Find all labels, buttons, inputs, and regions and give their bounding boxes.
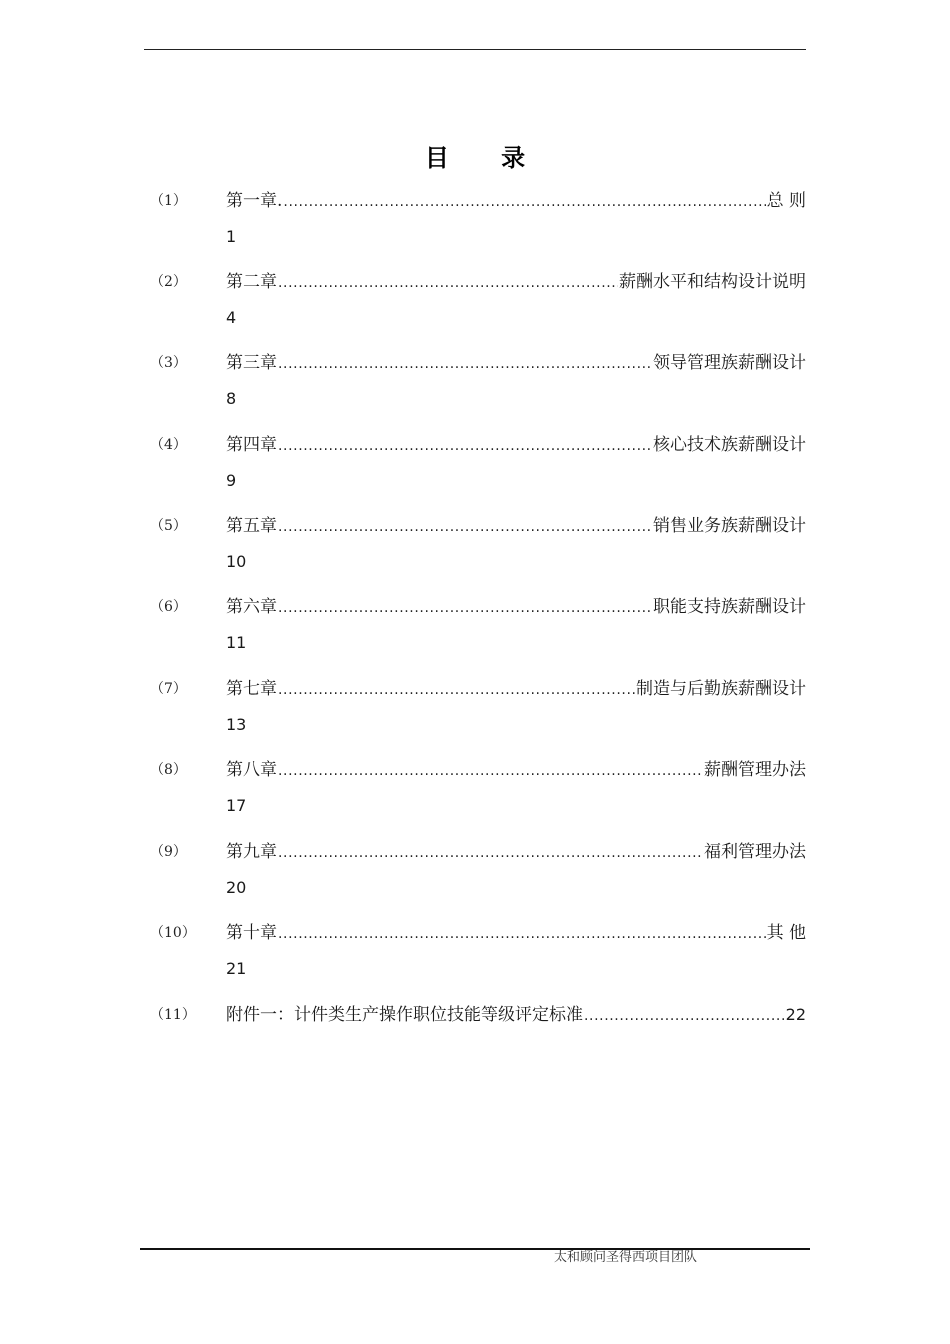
toc-entry-page: 10 (226, 552, 247, 571)
toc-entry-title: 核心技术族薪酬设计 (653, 435, 806, 455)
dot-leader (278, 597, 652, 619)
toc-entry[interactable] (0, 841, 950, 911)
footer-text: 太和顾问圣得西项目团队 (554, 1250, 698, 1265)
toc-entry-page: 20 (226, 878, 247, 897)
toc-entry-line (226, 678, 806, 701)
toc-entry-line (226, 922, 806, 945)
toc-entry-number: （11） (150, 1007, 196, 1023)
toc-entry-number: （7） (150, 681, 187, 697)
dot-leader (278, 842, 703, 864)
toc-entry-number: （1） (150, 193, 187, 209)
dot-leader (278, 272, 618, 294)
toc-entry-page: 11 (226, 633, 247, 652)
toc-entry[interactable] (0, 434, 950, 504)
toc-entry-line (226, 515, 806, 538)
toc-entry[interactable] (0, 1004, 950, 1074)
toc-entry-page: 13 (226, 715, 247, 734)
toc-entry-line (226, 434, 806, 457)
toc-entry-line (226, 841, 806, 864)
toc-entry-chapter: 第十章 (226, 923, 277, 943)
toc-entry-title: 总 则 (766, 191, 806, 211)
dot-leader (278, 760, 703, 782)
toc-entry-chapter: 附件一：计件类生产操作职位技能等级评定标准 (226, 1005, 583, 1025)
dot-leader (278, 923, 766, 945)
toc-entry-line (226, 352, 806, 375)
toc-entry-line (226, 271, 806, 294)
toc-entry[interactable] (0, 271, 950, 341)
toc-entry-page: 4 (226, 308, 237, 327)
header-rule (144, 49, 806, 50)
toc-entry-page: 1 (226, 227, 237, 246)
toc-entry[interactable] (0, 596, 950, 666)
toc-entry-line (226, 596, 806, 619)
toc-entry-number: （8） (150, 762, 187, 778)
toc-entry-chapter: 第六章 (226, 597, 277, 617)
dot-leader (278, 353, 652, 375)
footer-rule (140, 1248, 810, 1250)
toc-entry-line (226, 1004, 806, 1027)
dot-leader (283, 191, 765, 213)
toc-entry-line (226, 759, 806, 782)
toc-entry-title: 福利管理办法 (704, 842, 806, 862)
toc-entry-title: 职能支持族薪酬设计 (653, 597, 806, 617)
toc-entry-page: 9 (226, 471, 237, 490)
dot-leader (278, 516, 652, 538)
toc-entry-title: 薪酬水平和结构设计说明 (619, 272, 806, 292)
toc-entry-number: （9） (150, 844, 187, 860)
toc-entry-page: 17 (226, 796, 247, 815)
toc-entry-title: 薪酬管理办法 (704, 760, 806, 780)
toc-title: 目 录 (424, 144, 548, 172)
toc-entry-chapter: 第七章 (226, 679, 277, 699)
dot-leader (278, 679, 635, 701)
toc-entry[interactable] (0, 678, 950, 748)
toc-entry-number: （10） (150, 925, 196, 941)
toc-entry-title: 制造与后勤族薪酬设计 (636, 679, 806, 699)
toc-entry-chapter: 第四章 (226, 435, 277, 455)
toc-entry-line (226, 190, 806, 213)
toc-entry-chapter: 第一章. (226, 191, 283, 211)
toc-entry-title: 其 他 (766, 923, 806, 943)
toc-entry[interactable] (0, 190, 950, 260)
toc-entry-chapter: 第三章 (226, 353, 277, 373)
toc-entry-chapter: 第五章 (226, 516, 277, 536)
toc-entry-number: （4） (150, 437, 187, 453)
toc-entry-title: 销售业务族薪酬设计 (653, 516, 806, 536)
toc-entry[interactable] (0, 922, 950, 992)
toc-entry-number: （2） (150, 274, 187, 290)
dot-leader (278, 435, 652, 457)
toc-entry[interactable] (0, 352, 950, 422)
toc-entry-page: 21 (226, 959, 247, 978)
toc-entry-page: 8 (226, 389, 237, 408)
toc-entry-number: （5） (150, 518, 187, 534)
toc-entry[interactable] (0, 759, 950, 829)
toc-entry-chapter: 第二章 (226, 272, 277, 292)
toc-entry-chapter: 第九章 (226, 842, 277, 862)
toc-entry-title: 领导管理族薪酬设计 (653, 353, 806, 373)
toc-entry-chapter: 第八章 (226, 760, 277, 780)
toc-entry-number: （3） (150, 355, 187, 371)
toc-entry[interactable] (0, 515, 950, 585)
dot-leader (584, 1005, 785, 1027)
toc-entry-page: 22 (785, 1005, 806, 1024)
toc-entry-number: （6） (150, 599, 187, 615)
